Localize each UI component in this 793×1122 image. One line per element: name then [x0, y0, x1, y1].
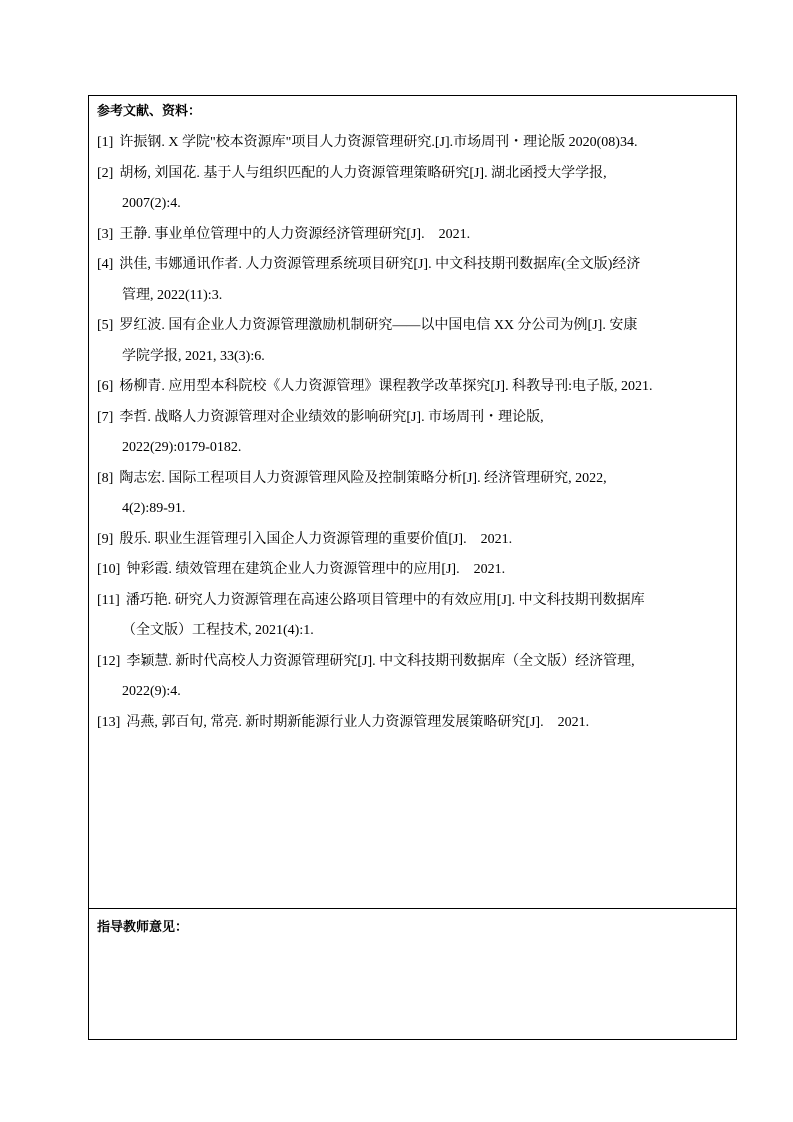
reference-label: [5] — [97, 318, 114, 333]
reference-continuation-line — [97, 281, 737, 312]
reference-text: 2022(9):4. — [122, 684, 181, 699]
reference-text: 陶志宏. 国际工程项目人力资源管理风险及控制策略分析[J]. 经济管理研究, 2022, — [119, 470, 607, 486]
reference-text: 潘巧艳. 研究人力资源管理在高速公路项目管理中的有效应用[J]. 中文科技期刊数据库 — [125, 592, 645, 608]
reference-first-line — [97, 708, 737, 739]
reference-first-line — [97, 311, 737, 342]
reference-text: 杨柳青. 应用型本科院校《人力资源管理》课程教学改革探究[J]. 科教导刊:电子版, 2021. — [119, 379, 653, 394]
reference-list — [97, 128, 737, 738]
reference-continuation-line — [97, 433, 737, 464]
form-table — [88, 95, 737, 1040]
reference-label: [2] — [97, 165, 114, 181]
reference-first-line — [97, 220, 737, 251]
reference-item — [97, 525, 737, 556]
reference-first-line — [97, 159, 737, 190]
reference-label: [11] — [97, 592, 120, 608]
reference-item — [97, 250, 737, 311]
reference-label: [1] — [97, 135, 114, 150]
reference-first-line — [97, 403, 737, 434]
reference-item — [97, 647, 737, 708]
reference-continuation-line — [97, 677, 737, 708]
reference-text: 管理, 2022(11):3. — [122, 287, 223, 303]
reference-continuation-line — [97, 494, 737, 525]
reference-first-line — [97, 525, 737, 556]
reference-text: 许振钢. X 学院"校本资源库"项目人力资源管理研究.[J].市场周刊・理论版 2020(08)34. — [119, 135, 638, 150]
reference-label: [6] — [97, 379, 114, 394]
reference-item — [97, 128, 737, 159]
reference-item — [97, 311, 737, 372]
supervisor-opinion-section — [89, 908, 736, 1039]
reference-text: 2007(2):4. — [122, 196, 181, 211]
reference-first-line — [97, 555, 737, 586]
reference-label: [7] — [97, 409, 114, 425]
reference-first-line — [97, 250, 737, 281]
reference-text: 冯燕, 郭百旬, 常亮. 新时期新能源行业人力资源管理发展策略研究[J]. 2021. — [126, 714, 590, 730]
reference-text: 4(2):89-91. — [122, 501, 186, 516]
reference-text: 王静. 事业单位管理中的人力资源经济管理研究[J]. 2021. — [119, 226, 471, 242]
reference-item — [97, 708, 737, 739]
references-section — [89, 96, 736, 909]
reference-text: 李颖慧. 新时代高校人力资源管理研究[J]. 中文科技期刊数据库（全文版）经济管理, — [126, 653, 635, 669]
reference-item — [97, 220, 737, 251]
reference-label: [4] — [97, 257, 114, 272]
reference-item — [97, 555, 737, 586]
references-heading: 参考文献、资料： — [97, 104, 202, 119]
reference-continuation-line — [97, 616, 737, 647]
reference-text: 李哲. 战略人力资源管理对企业绩效的影响研究[J]. 市场周刊・理论版, — [119, 409, 544, 425]
reference-first-line — [97, 647, 737, 678]
reference-text: 洪佳, 韦娜通讯作者. 人力资源管理系统项目研究[J]. 中文科技期刊数据库(全文版)经济 — [119, 257, 641, 272]
reference-text: 胡杨, 刘国花. 基于人与组织匹配的人力资源管理策略研究[J]. 湖北函授大学学报, — [119, 165, 607, 181]
reference-label: [3] — [97, 226, 114, 242]
reference-item — [97, 464, 737, 525]
reference-first-line — [97, 586, 737, 617]
reference-label: [12] — [97, 653, 121, 669]
reference-first-line — [97, 128, 737, 159]
reference-text: 殷乐. 职业生涯管理引入国企人力资源管理的重要价值[J]. 2021. — [119, 531, 513, 547]
reference-first-line — [97, 372, 737, 403]
reference-text: 罗红波. 国有企业人力资源管理激励机制研究——以中国电信 XX 分公司为例[J]. 安康 — [119, 318, 638, 333]
reference-item — [97, 403, 737, 464]
reference-text: （全文版）工程技术, 2021(4):1. — [122, 623, 314, 638]
reference-text: 2022(29):0179-0182. — [122, 440, 242, 455]
reference-first-line — [97, 464, 737, 495]
supervisor-opinion-heading: 指导教师意见： — [97, 920, 189, 935]
reference-label: [13] — [97, 714, 121, 730]
reference-continuation-line — [97, 342, 737, 373]
reference-label: [8] — [97, 470, 114, 486]
reference-label: [9] — [97, 531, 114, 547]
reference-continuation-line — [97, 189, 737, 220]
reference-text: 学院学报, 2021, 33(3):6. — [122, 348, 265, 364]
reference-item — [97, 372, 737, 403]
reference-item — [97, 159, 737, 220]
reference-item — [97, 586, 737, 647]
reference-text: 钟彩霞. 绩效管理在建筑企业人力资源管理中的应用[J]. 2021. — [126, 562, 506, 577]
reference-label: [10] — [97, 562, 121, 577]
